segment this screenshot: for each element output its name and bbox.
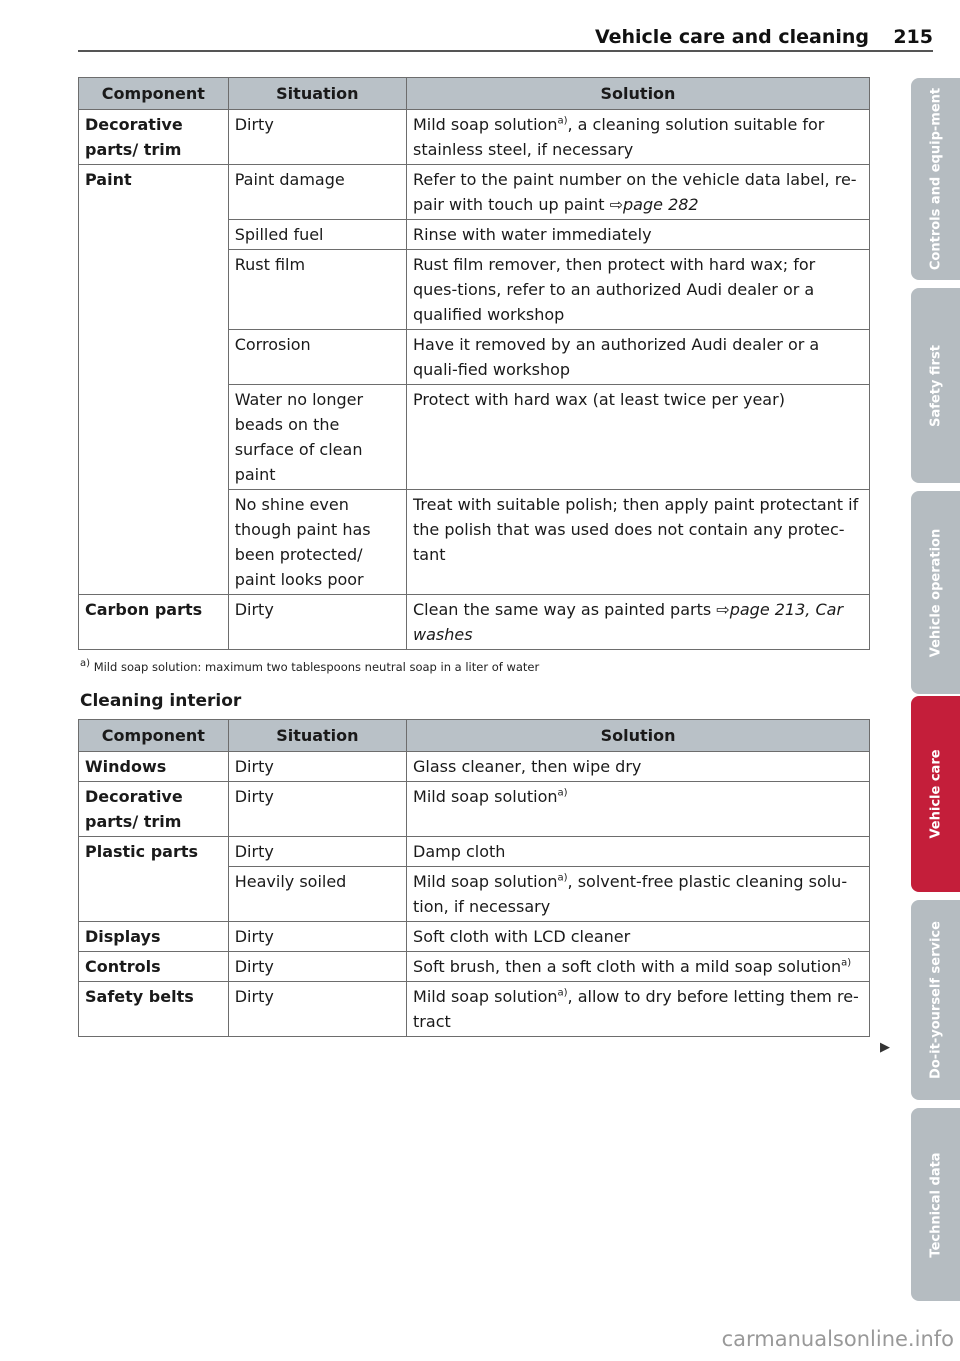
situation-cell: Dirty bbox=[228, 952, 406, 982]
footnote-ref: a) bbox=[841, 957, 852, 969]
side-tab-label: Vehicle operation bbox=[928, 528, 943, 657]
solution-cell: Clean the same way as painted parts ⇨page 213, Car washes bbox=[406, 595, 869, 650]
footnote-ref: a) bbox=[557, 987, 568, 999]
col-header-component: Component bbox=[79, 720, 229, 752]
table-row bbox=[79, 922, 870, 952]
solution-cell: Refer to the paint number on the vehicle data label, re-pair with touch up paint ⇨page 282 bbox=[406, 165, 869, 220]
table-row bbox=[79, 595, 870, 650]
solution-cell: Mild soap solution$^{a)}$ bbox=[407, 782, 870, 837]
side-tab-safety[interactable] bbox=[911, 288, 960, 483]
component-cell: Decorative parts/ trim bbox=[79, 782, 229, 837]
side-tab-label: Do-it-yourself service bbox=[928, 921, 943, 1079]
side-tab-vehicle-operation[interactable] bbox=[911, 491, 960, 694]
situation-cell: Dirty bbox=[228, 782, 406, 837]
situation-cell: Dirty bbox=[228, 752, 406, 782]
situation-cell: Dirty bbox=[228, 982, 406, 1037]
solution-cell: Mild soap solution$^{a)}$, allow to dry before letting them re-tract bbox=[407, 982, 870, 1037]
situation-cell: Spilled fuel bbox=[228, 220, 406, 250]
col-header-solution: Solution bbox=[407, 720, 870, 752]
page-ref-link[interactable]: page 213, Car washes bbox=[412, 600, 844, 644]
situation-cell: Rust film bbox=[228, 250, 406, 330]
interior-cleaning-table bbox=[78, 719, 870, 1037]
footnote-text: Mild soap solution: maximum two tablespoons neutral soap in a liter of water bbox=[93, 660, 540, 674]
footnote-ref: a) bbox=[557, 115, 568, 127]
footnote-ref: a) bbox=[557, 787, 568, 799]
col-header-situation: Situation bbox=[228, 720, 406, 752]
table-row bbox=[79, 837, 870, 867]
component-cell: Decorative parts/ trim bbox=[79, 110, 229, 165]
solution-cell: Rinse with water immediately bbox=[406, 220, 869, 250]
page-number: 215 bbox=[893, 26, 933, 48]
col-header-component: Component bbox=[79, 78, 229, 110]
side-tab-label: Vehicle care bbox=[928, 749, 943, 839]
solution-cell: Treat with suitable polish; then apply paint protectant if the polish that was used does not contain any protec-tant bbox=[406, 490, 869, 595]
footnote bbox=[80, 660, 539, 674]
solution-cell: Rust film remover, then protect with hard wax; for ques-tions, refer to an authorized Audi dealer or a qualified workshop bbox=[406, 250, 869, 330]
side-tab-controls[interactable] bbox=[911, 78, 960, 280]
component-cell: Displays bbox=[79, 922, 229, 952]
table-row bbox=[79, 752, 870, 782]
table-row bbox=[79, 110, 870, 165]
col-header-solution: Solution bbox=[406, 78, 869, 110]
table-header-row bbox=[79, 78, 870, 110]
situation-cell: Dirty bbox=[228, 837, 406, 867]
solution-cell: Soft brush, then a soft cloth with a mild soap solution$^{a)}$ bbox=[407, 952, 870, 982]
section-title-cleaning-interior: Cleaning interior bbox=[80, 691, 242, 711]
situation-cell: No shine even though paint has been protected/ paint looks poor bbox=[228, 490, 406, 595]
watermark: carmanualsonline.info bbox=[721, 1327, 954, 1351]
table-row bbox=[79, 782, 870, 837]
side-tab-technical-data[interactable] bbox=[911, 1108, 960, 1301]
component-cell: Plastic parts bbox=[79, 837, 229, 922]
table-row bbox=[79, 165, 870, 220]
table-row bbox=[79, 982, 870, 1037]
col-header-situation: Situation bbox=[228, 78, 406, 110]
page-header bbox=[78, 26, 933, 52]
solution-cell: Damp cloth bbox=[407, 837, 870, 867]
component-cell: Carbon parts bbox=[79, 595, 229, 650]
footnote-marker: a) bbox=[80, 658, 91, 670]
solution-cell: Soft cloth with LCD cleaner bbox=[407, 922, 870, 952]
page-ref-arrow-icon: ⇨ bbox=[609, 195, 624, 214]
situation-cell: Dirty bbox=[228, 922, 406, 952]
side-tab-label: Controls and equip-ment bbox=[928, 87, 943, 271]
component-cell: Windows bbox=[79, 752, 229, 782]
page-ref-link[interactable]: page 282 bbox=[623, 195, 699, 214]
component-cell: Safety belts bbox=[79, 982, 229, 1037]
footnote-ref: a) bbox=[557, 872, 568, 884]
continue-arrow-icon: ▶ bbox=[880, 1040, 890, 1055]
header-title: Vehicle care and cleaning bbox=[594, 26, 869, 48]
situation-cell: Water no longer beads on the surface of clean paint bbox=[228, 385, 406, 490]
table-header-row bbox=[79, 720, 870, 752]
situation-cell: Heavily soiled bbox=[228, 867, 406, 922]
page-ref-arrow-icon: ⇨ bbox=[716, 600, 730, 619]
side-tab-label: Technical data bbox=[928, 1151, 943, 1258]
solution-cell: Have it removed by an authorized Audi dealer or a quali-fied workshop bbox=[406, 330, 869, 385]
solution-cell: Protect with hard wax (at least twice per year) bbox=[406, 385, 869, 490]
side-tab-label: Safety first bbox=[928, 344, 943, 427]
side-tab-vehicle-care[interactable] bbox=[911, 696, 960, 892]
situation-cell: Dirty bbox=[228, 595, 406, 650]
solution-cell: Mild soap solution$^{a)}$, solvent-free plastic cleaning solu-tion, if necessary bbox=[407, 867, 870, 922]
situation-cell: Dirty bbox=[228, 110, 406, 165]
solution-cell: Mild soap solution$^{a)}$, a cleaning solution suitable for stainless steel, if necessary bbox=[406, 110, 869, 165]
situation-cell: Paint damage bbox=[228, 165, 406, 220]
situation-cell: Corrosion bbox=[228, 330, 406, 385]
table-row bbox=[79, 952, 870, 982]
component-cell: Paint bbox=[79, 165, 229, 595]
side-tab-diy-service[interactable] bbox=[911, 900, 960, 1100]
solution-cell: Glass cleaner, then wipe dry bbox=[407, 752, 870, 782]
exterior-cleaning-table bbox=[78, 77, 870, 650]
component-cell: Controls bbox=[79, 952, 229, 982]
